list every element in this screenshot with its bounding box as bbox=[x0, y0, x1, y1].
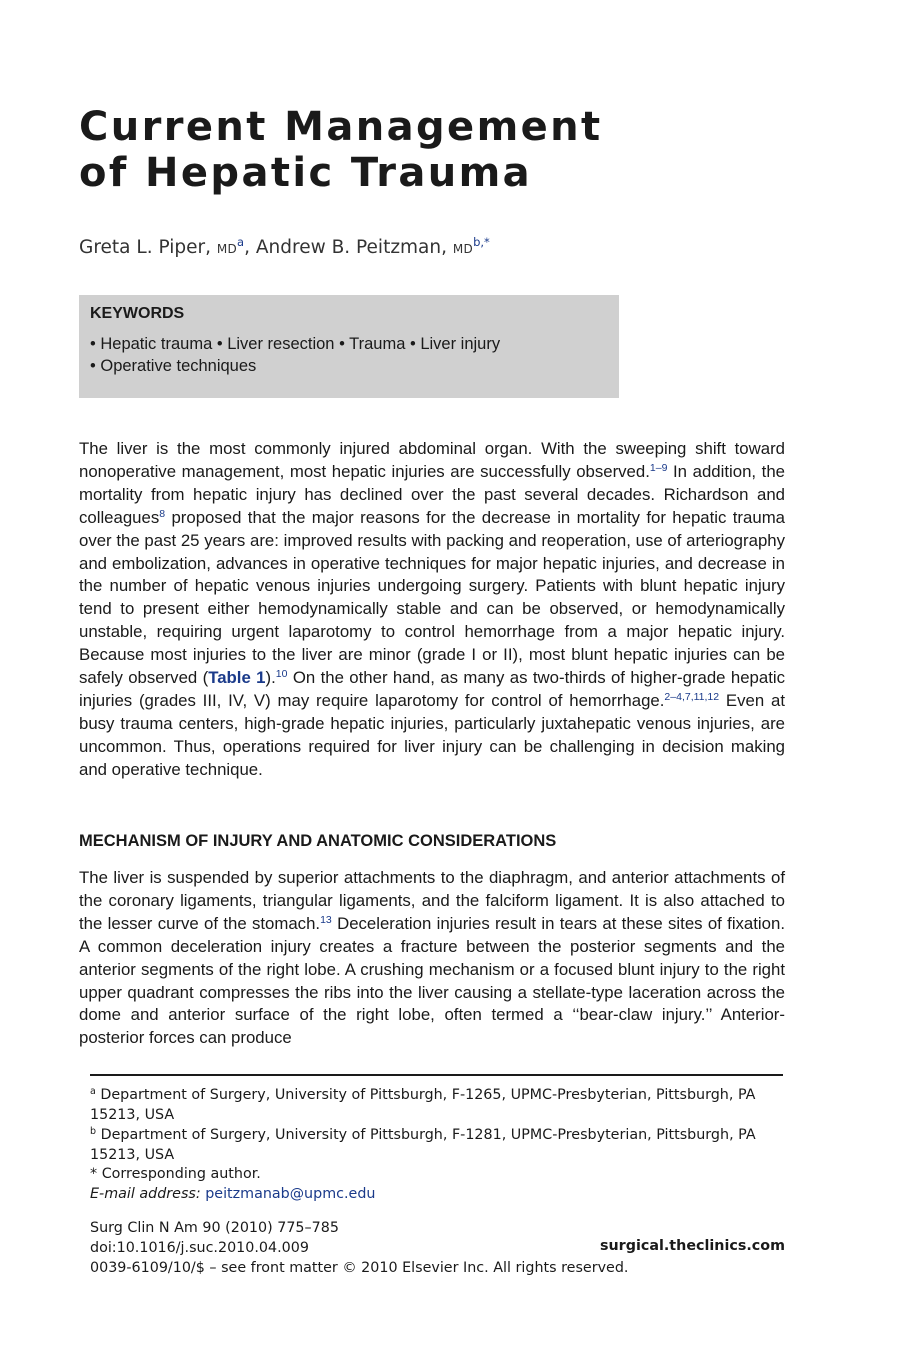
section-heading: MECHANISM OF INJURY AND ANATOMIC CONSIDERATIONS bbox=[79, 832, 557, 850]
author-1-affiliation-link[interactable]: a bbox=[237, 235, 245, 249]
footnote-a-marker: a bbox=[90, 1086, 96, 1097]
article-title bbox=[79, 104, 603, 196]
copyright-notice: 0039-6109/10/$ – see front matter © 2010 Elsevier Inc. All rights reserved. bbox=[90, 1260, 629, 1276]
mechanism-text-2: Deceleration injuries result in tears at these sites of fixation. A common deceleration injury creates a fracture between the posterior segments and the anterior segments of the right lobe. A crushing mechanism or a focused blunt injury to the right upper quadrant compresses the ribs into the liver causing a stellate-type laceration across the dome and anterior surface of the right lobe, often termed a ‘‘bear-claw injury.’’ Anterior-posterior forces can produce bbox=[79, 913, 785, 1048]
intro-paragraph bbox=[79, 438, 785, 782]
footnote-a-text: Department of Surgery, University of Pittsburgh, F-1265, UPMC-Presbyterian, Pittsburgh, PA 15213, USA bbox=[90, 1087, 756, 1123]
doi: doi:10.1016/j.suc.2010.04.009 bbox=[90, 1240, 309, 1256]
title-line-2: of Hepatic Trauma bbox=[79, 150, 533, 196]
footnote-a bbox=[90, 1086, 780, 1125]
author-separator: , bbox=[244, 237, 256, 258]
email-link[interactable]: peitzmanab@upmc.edu bbox=[205, 1186, 376, 1202]
journal-website[interactable]: surgical.theclinics.com bbox=[599, 1238, 785, 1254]
footnote-divider bbox=[90, 1074, 783, 1076]
intro-text-2: In addition, the mortality from hepatic injury has declined over the past several decades. Richardson and colleagues bbox=[79, 461, 785, 527]
author-1-degree: MD bbox=[216, 242, 238, 256]
reference-link[interactable]: 2–4,7,11,12 bbox=[664, 690, 720, 703]
footnote-b-text: Department of Surgery, University of Pittsburgh, F-1281, UPMC-Presbyterian, Pittsburgh, PA 15213, USA bbox=[90, 1127, 756, 1163]
keywords-line-1: • Hepatic trauma • Liver resection • Trauma • Liver injury bbox=[90, 335, 501, 353]
intro-text-6: Even at busy trauma centers, high-grade hepatic injuries, particularly juxtahepatic venous injuries, are uncommon. Thus, operations required for liver injury can be challenging in decision making and operative technique. bbox=[79, 690, 785, 779]
intro-text-3: proposed that the major reasons for the decrease in mortality for hepatic trauma over the past 25 years are: improved results with packing and reoperation, use of arteriography and embolization, advances in operative techniques for major hepatic injuries, and decrease in the number of hepatic venous injuries undergoing surgery. Patients with blunt hepatic injury tend to present either hemodynamically stable and can be observed, or hemodynamically unstable, requiring urgent laparotomy to control hemorrhage from a major hepatic injury. Because most injuries to the liver are minor (grade I or II), most blunt hepatic injuries can be safely observed ( bbox=[79, 507, 785, 688]
intro-text-5: On the other hand, as many as two-thirds of higher-grade hepatic injuries (grades III, IV, V) may require laparotomy for control of hemorrhage. bbox=[79, 668, 785, 710]
journal-citation: Surg Clin N Am 90 (2010) 775–785 bbox=[90, 1220, 339, 1236]
corresponding-author-note: * Corresponding author. bbox=[90, 1166, 261, 1182]
email-label: E-mail address: bbox=[90, 1186, 201, 1202]
author-2-name: Andrew B. Peitzman, bbox=[255, 237, 453, 258]
mechanism-text-1: The liver is suspended by superior attachments to the diaphragm, and anterior attachments of the coronary ligaments, triangular ligaments, and the falciform ligament. It is also attached to the lesser curve of the stomach. bbox=[79, 868, 785, 933]
reference-link[interactable]: 1–9 bbox=[649, 461, 668, 474]
table-1-link[interactable]: Table 1 bbox=[208, 668, 266, 688]
author-2-degree: MD bbox=[452, 242, 474, 256]
reference-link[interactable]: 13 bbox=[320, 913, 332, 926]
mechanism-paragraph bbox=[79, 867, 785, 1050]
title-line-1: Current Management bbox=[79, 104, 603, 150]
email-line bbox=[90, 1185, 780, 1205]
keywords-line-2: • Operative techniques bbox=[90, 357, 257, 375]
author-1-name: Greta L. Piper, bbox=[79, 237, 217, 258]
keywords-heading: KEYWORDS bbox=[90, 305, 185, 322]
footnote-b-marker: b bbox=[90, 1126, 97, 1137]
reference-link[interactable]: 10 bbox=[275, 668, 288, 681]
reference-link[interactable]: 8 bbox=[159, 507, 166, 520]
author-list bbox=[79, 237, 490, 258]
author-2-affiliation-link[interactable]: b,* bbox=[473, 235, 490, 249]
intro-text-1: The liver is the most commonly injured abdominal organ. With the sweeping shift toward nonoperative management, most hepatic injuries are successfully observed. bbox=[79, 439, 785, 481]
intro-text-4: ). bbox=[265, 668, 276, 688]
footnote-b bbox=[90, 1126, 780, 1165]
